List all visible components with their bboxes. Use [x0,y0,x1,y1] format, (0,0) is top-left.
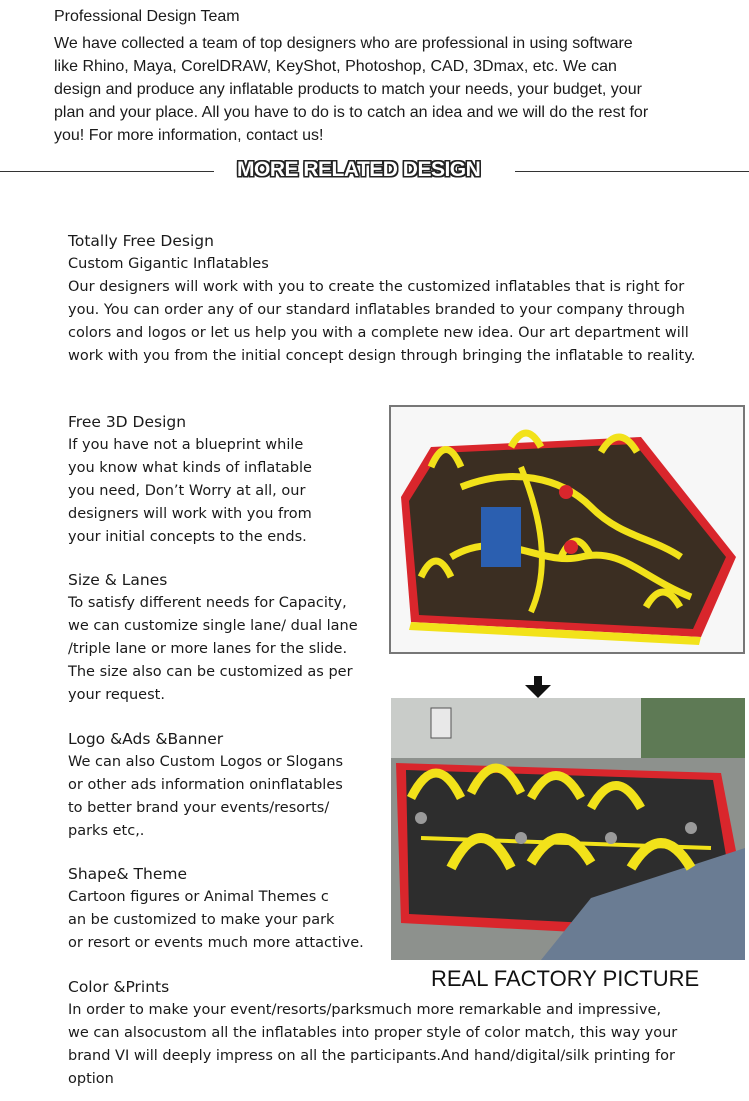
section-title: Free 3D Design [68,413,187,431]
arrow-down-icon [525,676,551,698]
section-title: Size & Lanes [68,571,168,589]
section-free-3d [68,411,378,549]
section-free-design [68,230,708,368]
section-title: Totally Free Design [68,232,214,250]
section-shape-theme [68,863,388,955]
section-logo-ads [68,728,388,843]
section-body: If you have not a blueprint while you know what kinds of inflatable you need, Don’t Worry at all, our designers will work with you from your initial concepts to the ends. [68,437,312,545]
section-title: Color &Prints [68,978,170,996]
section-body: Our designers will work with you to create the customized inflatables that is right for you. You can order any of our standard inflatables branded to your company through colors and logos or let us help you with a complete new idea. Our art department will work with you from the initial concept design through bringing the inflatable to reality. [68,279,696,364]
divider-left [0,171,214,172]
factory-photo [391,698,745,960]
image-caption: REAL FACTORY PICTURE [431,966,700,991]
section-body: We can also Custom Logos or Slogans or other ads information oninflatables to better brand your events/resorts/ parks etc,. [68,754,344,839]
intro-body: We have collected a team of top designers who are professional in using software like Rhino, Maya, CorelDRAW, KeyShot, Photoshop, CAD, 3Dmax, etc. We can design and produce any inflatable products to match your needs, your budget, your plan and your place. All you have to do is to catch an idea and we will do the rest for you! For more information, contact us! [54,35,649,144]
section-body: In order to make your event/resorts/parksmuch more remarkable and impressive, we can alsocustom all the inflatables into proper style of color match, this way your brand VI will deeply impress on all the participants.And hand/digital/silk printing for option [68,1002,678,1087]
section-size-lanes [68,569,388,707]
section-color-prints [68,976,738,1091]
section-subtitle: Custom Gigantic Inflatables [68,256,269,272]
design-render-image [389,405,745,654]
section-banner: MORE RELATED DESIGN [237,158,481,181]
section-body: To satisfy different needs for Capacity, we can customize single lane/ dual lane /triple lane or more lanes for the slide. The size also can be customized as per your request. [68,595,358,703]
intro-title: Professional Design Team [54,8,240,25]
section-body: Cartoon figures or Animal Themes c an be customized to make your park or resort or events much more attactive. [68,889,364,951]
section-title: Shape& Theme [68,865,188,883]
section-title: Logo &Ads &Banner [68,730,224,748]
divider-right [515,171,749,172]
